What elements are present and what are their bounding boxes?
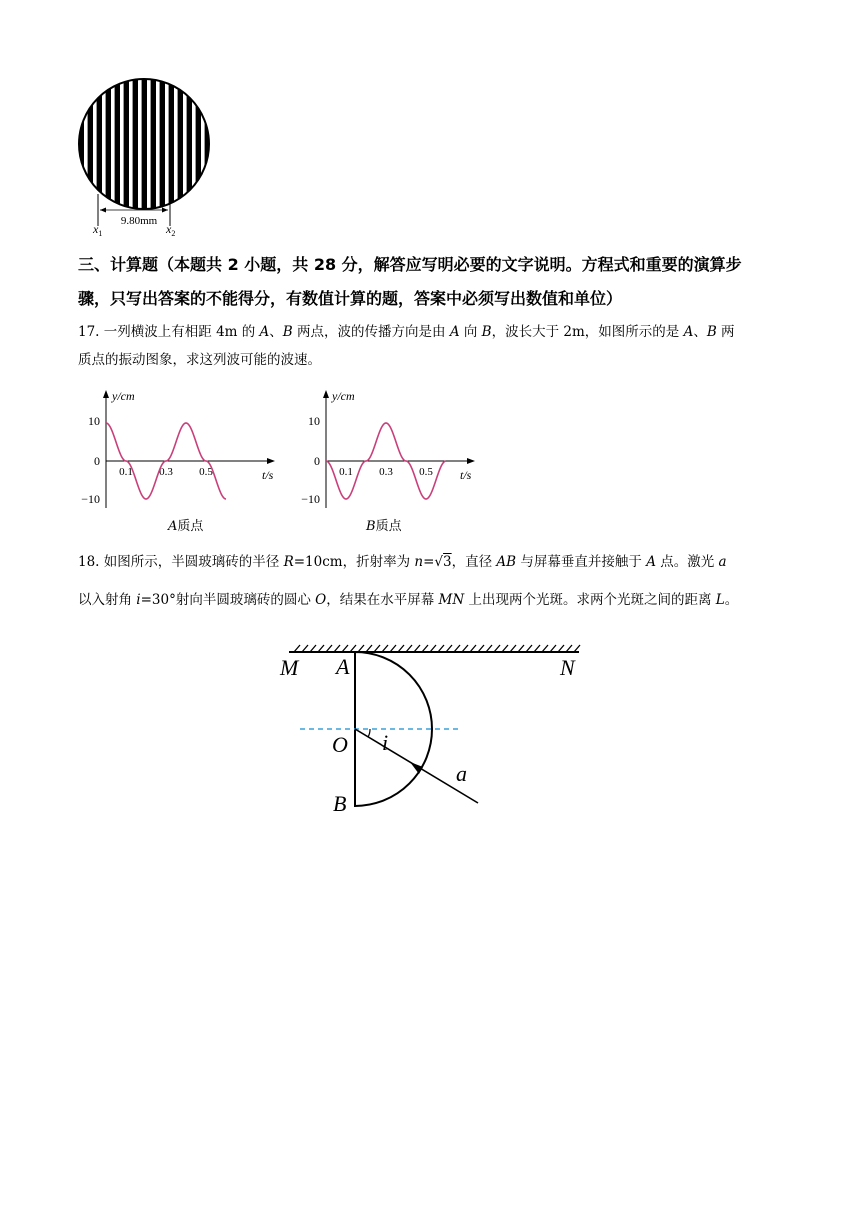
fringe-gap [147, 70, 151, 230]
hatch-mark [406, 645, 412, 652]
fringe-gap [111, 70, 115, 230]
y-tick-neg10: −10 [81, 492, 100, 506]
q17-line1: 17. 一列横波上有相距 4m 的 A、B 两点，波的传播方向是由 A 向 B，波长大于 2m，如图所示的是 A、B 两 [78, 324, 735, 340]
x-tick-0.3: 0.3 [379, 466, 393, 478]
label-a-ray: a [456, 761, 467, 786]
section-heading-line1: 三、计算题（本题共 2 小题，共 28 分，解答应写明必要的文字说明。方程式和重要的演算步 [78, 255, 742, 274]
x-axis-arrow [467, 458, 475, 464]
hatch-mark [502, 645, 508, 652]
angle-arc [368, 729, 370, 737]
hatch-mark [294, 645, 300, 652]
fringe-gap [138, 70, 142, 230]
fringe-gap [192, 70, 196, 230]
hatch-mark [390, 645, 396, 652]
fringe-gap [129, 70, 133, 230]
screen-hatching [294, 645, 580, 652]
hatch-mark [566, 645, 572, 652]
hatch-mark [574, 645, 580, 652]
hatch-mark [334, 645, 340, 652]
x-tick-0.3: 0.3 [159, 466, 173, 478]
caption-a: A质点 [168, 519, 204, 534]
hatch-mark [510, 645, 516, 652]
y-tick-10: 10 [88, 414, 100, 428]
fringe-pattern [70, 70, 230, 230]
y-axis-arrow [323, 390, 329, 398]
measure-label: 9.80mm [120, 215, 158, 227]
q17-line2: 质点的振动图象，求这列波可能的波速。 [78, 352, 321, 368]
hatch-mark [462, 645, 468, 652]
hatch-mark [518, 645, 524, 652]
question-17 [78, 318, 790, 374]
hatch-mark [414, 645, 420, 652]
series-line-a [106, 423, 226, 499]
label-n: N [560, 655, 575, 680]
x-tick-0.1: 0.1 [339, 466, 353, 478]
x-axis-label: t/s [262, 468, 274, 482]
fringe-gap [156, 70, 160, 230]
fringe-gap [174, 70, 178, 230]
hatch-mark [374, 645, 380, 652]
y-axis-label: y/cm [112, 389, 135, 403]
hatch-mark [438, 645, 444, 652]
fringe-gap [201, 70, 205, 230]
hatch-mark [366, 645, 372, 652]
measure-arrow-left [100, 208, 106, 213]
hatch-mark [318, 645, 324, 652]
hatch-mark [558, 645, 564, 652]
hatch-mark [398, 645, 404, 652]
measure-arrow-right [162, 208, 168, 213]
hatch-mark [310, 645, 316, 652]
semicircle-glass-figure [270, 640, 590, 820]
hatch-mark [382, 645, 388, 652]
q18-number: 18. [78, 554, 100, 570]
y-axis-label: y/cm [332, 389, 355, 403]
caption-b: B质点 [366, 519, 402, 534]
hatch-mark [454, 645, 460, 652]
hatch-mark [430, 645, 436, 652]
q18-line1: 18. 如图所示，半圆玻璃砖的半径 R=10cm，折射率为 n=√3，直径 AB 与屏幕垂直并接触于 A 点。激光 a [78, 554, 727, 570]
sqrt-symbol: √3 [434, 554, 452, 570]
label-m: M [280, 655, 299, 680]
fringe-gap [84, 70, 88, 230]
hatch-mark [486, 645, 492, 652]
hatch-mark [534, 645, 540, 652]
vibration-graph-b [298, 384, 508, 512]
hatch-mark [542, 645, 548, 652]
hatch-mark [302, 645, 308, 652]
hatch-mark [526, 645, 532, 652]
label-b: B [333, 791, 347, 816]
x-tick-0.1: 0.1 [119, 466, 133, 478]
y-axis-arrow [103, 390, 109, 398]
fringe-gap [93, 70, 97, 230]
hatch-mark [550, 645, 556, 652]
x-tick-labels [339, 466, 433, 478]
label-a-point: A [336, 654, 350, 679]
hatch-mark [358, 645, 364, 652]
hatch-mark [350, 645, 356, 652]
y-tick-neg10: −10 [301, 492, 320, 506]
hatch-mark [470, 645, 476, 652]
laser-arrow [410, 762, 423, 774]
y-tick-0: 0 [314, 454, 320, 468]
y-tick-10: 10 [308, 414, 320, 428]
question-18 [78, 548, 790, 615]
hatch-mark [478, 645, 484, 652]
hatch-mark [446, 645, 452, 652]
label-i: i [382, 730, 389, 755]
x-axis-arrow [267, 458, 275, 464]
x-tick-0.5: 0.5 [419, 466, 433, 478]
q18-line2: 以入射角 i=30°射向半圆玻璃砖的圆心 O，结果在水平屏幕 MN 上出现两个光斑。求两个光斑之间的距离 L。 [78, 592, 739, 608]
hatch-mark [342, 645, 348, 652]
hatch-mark [326, 645, 332, 652]
interference-fringe-figure [70, 70, 230, 240]
x-axis-label: t/s [460, 468, 472, 482]
section-heading-line2: 骤，只写出答案的不能得分，有数值计算的题，答案中必须写出数值和单位） [78, 289, 623, 308]
hatch-mark [494, 645, 500, 652]
x2-label: $x_2$ [166, 222, 176, 238]
section-heading [78, 248, 788, 316]
x-tick-0.5: 0.5 [199, 466, 213, 478]
hatch-mark [422, 645, 428, 652]
q17-number: 17. [78, 324, 100, 340]
label-o: O [332, 732, 348, 757]
vibration-graph-a [78, 384, 288, 512]
x1-label: $x_1$ [93, 222, 103, 238]
y-tick-0: 0 [94, 454, 100, 468]
